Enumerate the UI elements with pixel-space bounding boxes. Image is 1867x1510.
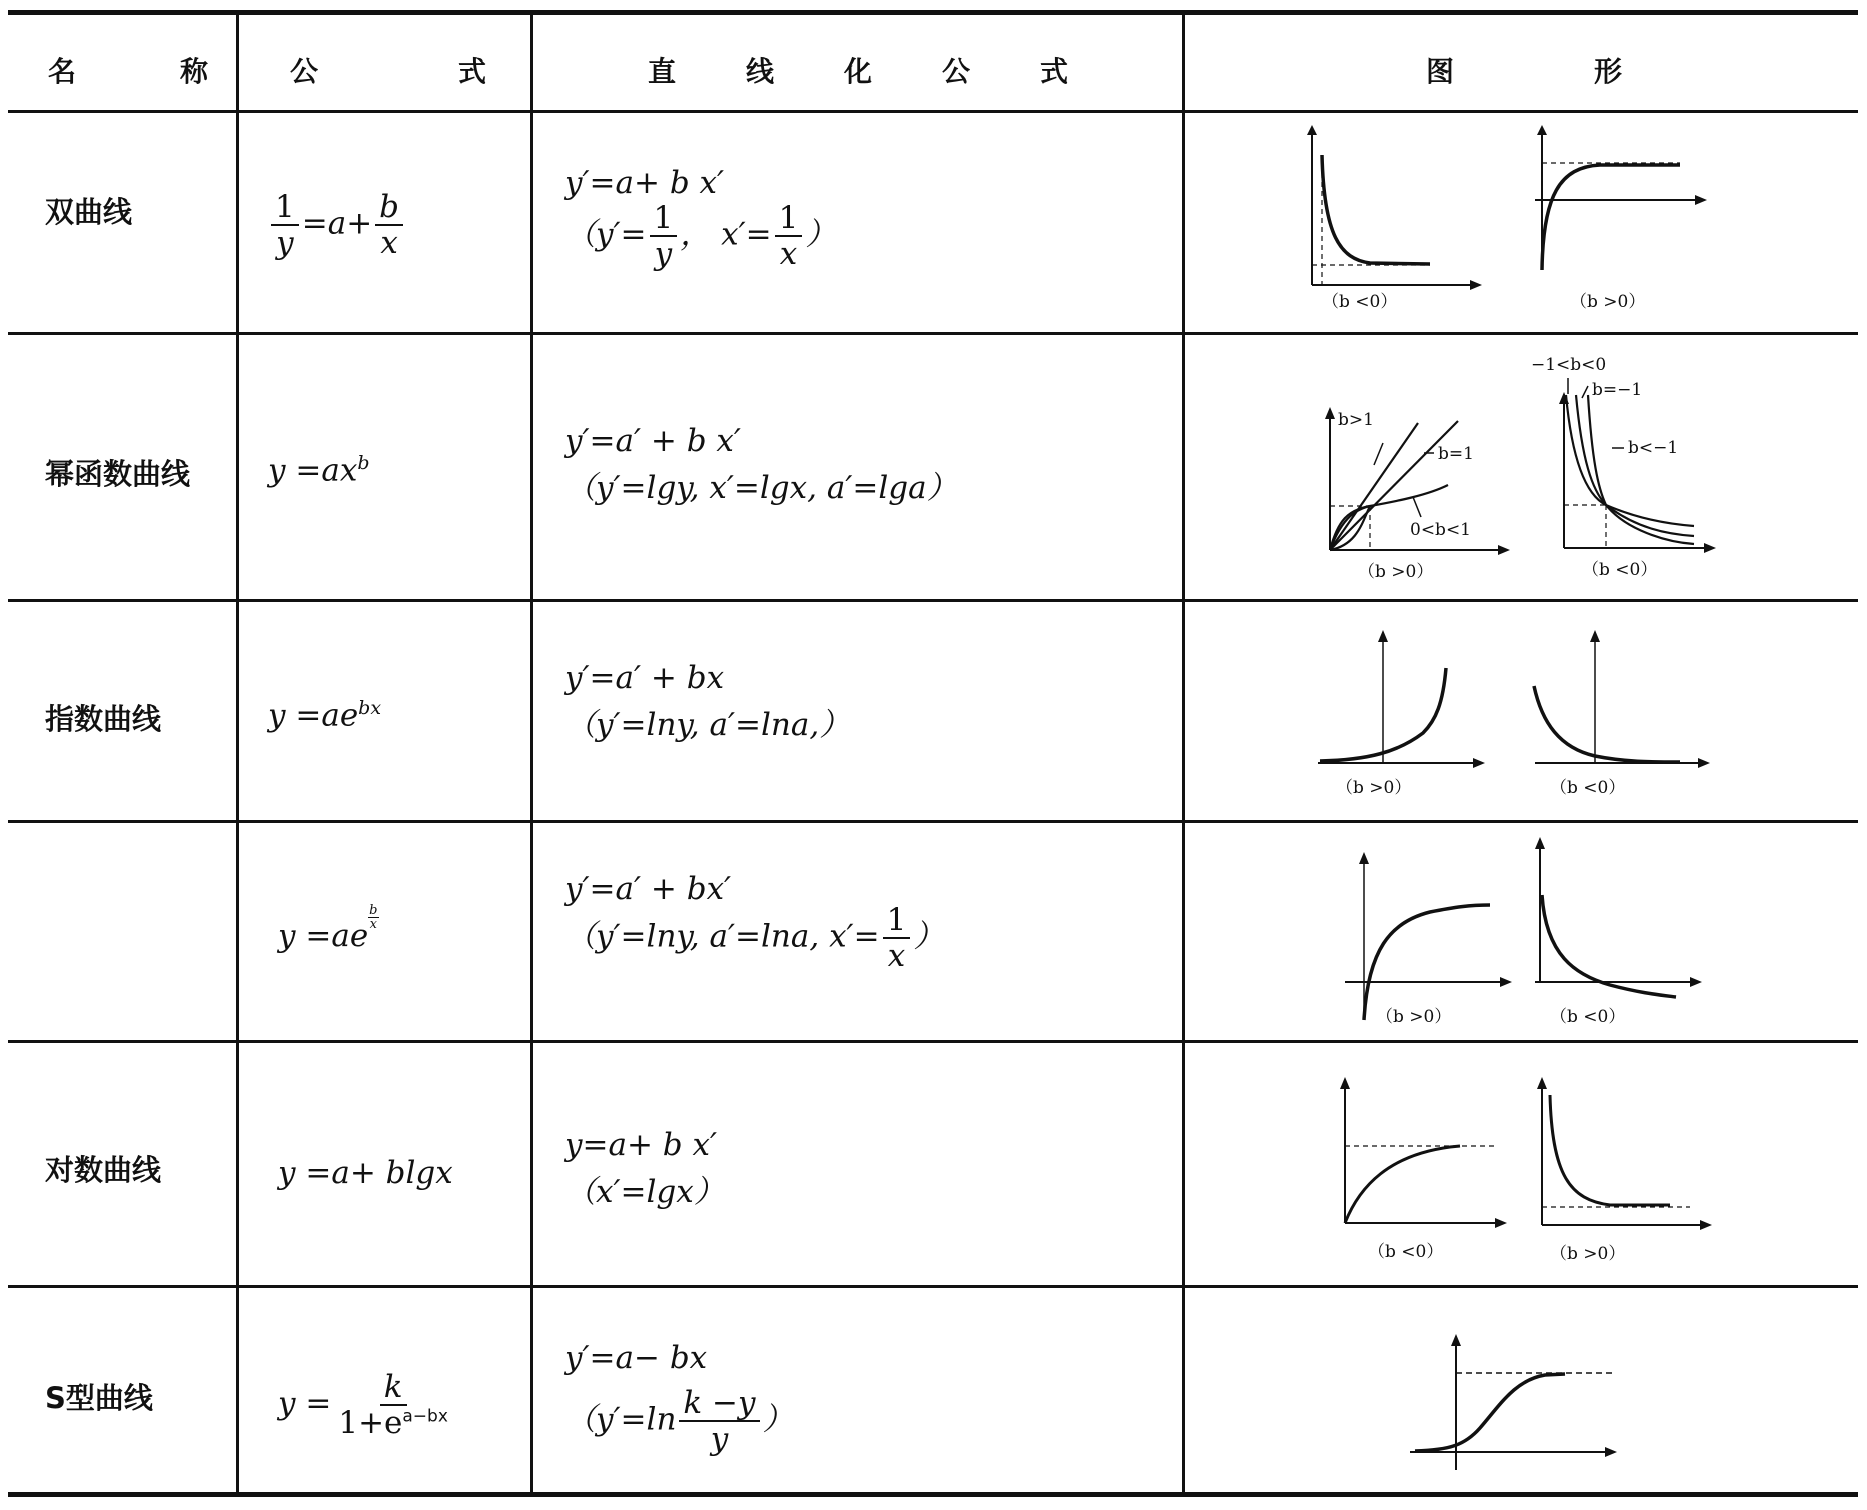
exp-reciprocal-graph-b-positive [1340,850,1520,1030]
formula-power [268,452,369,488]
numerator: b [375,190,403,226]
header-char: 线 [745,55,774,88]
header-figure [1426,30,1622,110]
denominator: y [276,225,294,262]
linear-formula-s-curve [565,1335,794,1456]
fraction [775,201,803,271]
linear-formula-hyperbola [565,160,836,271]
linear-formula-exp-reciprocal [565,866,944,973]
linear-line [565,201,836,271]
row-divider [8,1040,1858,1043]
header-char: 称 [179,55,208,88]
header-char: 公 [290,55,319,88]
graph-caption: （b >0） [1550,1244,1626,1264]
formula-text: ） [913,918,945,955]
exp-reciprocal-graph-b-negative [1530,835,1720,1030]
curve-name: S型曲线 [45,1381,153,1415]
curve-name: 指数曲线 [45,702,162,736]
curve-name: 双曲线 [45,195,133,229]
header-name [48,30,208,110]
header-formula [290,30,486,110]
denominator: x [380,225,398,262]
fraction [271,190,299,260]
linear-line: y′=a′ + bx′ [565,871,732,907]
logarithmic-graph-b-positive [1530,1075,1720,1265]
curve-label: b=−1 [1592,380,1643,400]
linear-line: y′=a+ b x′ [565,165,725,201]
fraction [883,903,911,973]
column-divider [1182,12,1185,1495]
denominator: y [710,1420,729,1457]
row-divider [8,1285,1858,1288]
header-linear-formula [648,30,1068,110]
numerator: b [369,903,378,918]
fraction [650,201,678,271]
linear-line: （x′=lgx） [565,1173,725,1210]
hyperbola-graph-b-positive [1530,125,1710,315]
formula-hyperbola [268,190,406,260]
formula-text: 1+e [338,1405,403,1442]
header-char: 式 [1039,55,1068,88]
formula-s-curve [278,1370,455,1440]
header-divider [8,110,1858,113]
formula-text: y =ae [268,697,359,734]
formula-logarithmic [278,1155,453,1191]
exponential-graph-b-positive [1318,628,1498,798]
formula-text: y =ae [278,918,369,954]
formula-text: =a+ [301,205,373,242]
curve-label: b>1 [1338,410,1374,430]
superscript: a−bx [402,1406,448,1427]
linear-formula-logarithmic [565,1122,725,1215]
formula-text: y =a+ blgx [278,1155,453,1191]
denominator: x [369,917,377,932]
power-graph-b-positive [1318,405,1518,585]
header-char: 化 [843,55,872,88]
graph-caption: （b <0） [1322,292,1398,312]
linear-line: （y′=lny, a′=lna,） [565,706,851,743]
top-border [8,10,1858,15]
row-divider [8,332,1858,335]
column-divider [236,12,239,1495]
numerator: 1 [883,903,911,939]
curve-label: b=1 [1438,444,1474,464]
curve-label: 0<b<1 [1410,520,1472,540]
curve-label: b<−1 [1628,438,1679,458]
linear-line [565,1386,794,1456]
formula-text: ， x′= [680,216,772,253]
formula-text: （y′= [565,216,647,253]
curve-name: 对数曲线 [45,1153,162,1187]
hyperbola-graph-b-negative [1300,125,1480,315]
formula-text: ） [805,216,837,253]
fraction [375,190,403,260]
graph-caption: （b <0） [1368,1242,1444,1262]
curve-name: 幂函数曲线 [45,457,191,491]
formula-text: y =ax [268,452,358,489]
denominator: x [779,235,798,272]
denominator: y [654,235,673,272]
logarithmic-graph-b-negative [1330,1075,1510,1265]
s-curve-graph [1410,1330,1630,1480]
graph-caption: （b >0） [1570,292,1646,312]
row-divider [8,599,1858,602]
graph-caption: （b >0） [1358,562,1434,582]
header-char: 直 [648,55,677,88]
numerator: 1 [650,201,678,237]
fraction [334,1370,452,1440]
superscript-fraction [368,904,378,931]
numerator: 1 [775,201,803,237]
linear-formula-exponential [565,655,850,748]
header-char: 形 [1593,55,1622,88]
column-divider [530,12,533,1495]
header-char: 式 [457,55,486,88]
formula-text: （y′=lny, a′=lna, x′= [565,918,880,955]
linear-line: y′=a− bx [565,1340,708,1376]
header-char: 图 [1426,55,1455,88]
formula-text: ） [762,1401,794,1438]
linear-line: y=a+ b x′ [565,1127,718,1163]
power-graph-b-negative [1526,350,1726,585]
graph-caption: （b >0） [1376,1007,1452,1027]
row-divider [8,820,1858,823]
numerator: k [380,1370,407,1406]
formula-exp-reciprocal [278,903,379,954]
bottom-border [8,1492,1858,1497]
linear-line: y′=a′ + bx [565,660,725,696]
header-char: 公 [941,55,970,88]
graph-caption: （b <0） [1550,778,1626,798]
formula-exponential [268,697,381,733]
formula-text: y = [278,1385,332,1422]
superscript: b [357,452,370,474]
formula-text: （y′=ln [565,1401,677,1438]
linear-line: y′=a′ + b x′ [565,423,741,459]
denominator [334,1406,452,1440]
linear-line [565,903,944,973]
graph-caption: （b <0） [1550,1007,1626,1027]
linear-formula-power [565,418,958,511]
curve-label: −1<b<0 [1531,355,1607,375]
numerator: k −y [679,1386,759,1422]
fraction [679,1386,759,1456]
exponential-graph-b-negative [1530,628,1720,798]
linear-line: （y′=lgy, x′=lgx, a′=lga） [565,469,958,506]
numerator: 1 [271,190,299,226]
denominator: x [887,937,906,974]
superscript: bx [358,697,382,719]
header-char: 名 [48,55,77,88]
graph-caption: （b >0） [1336,778,1412,798]
graph-caption: （b <0） [1582,560,1658,580]
